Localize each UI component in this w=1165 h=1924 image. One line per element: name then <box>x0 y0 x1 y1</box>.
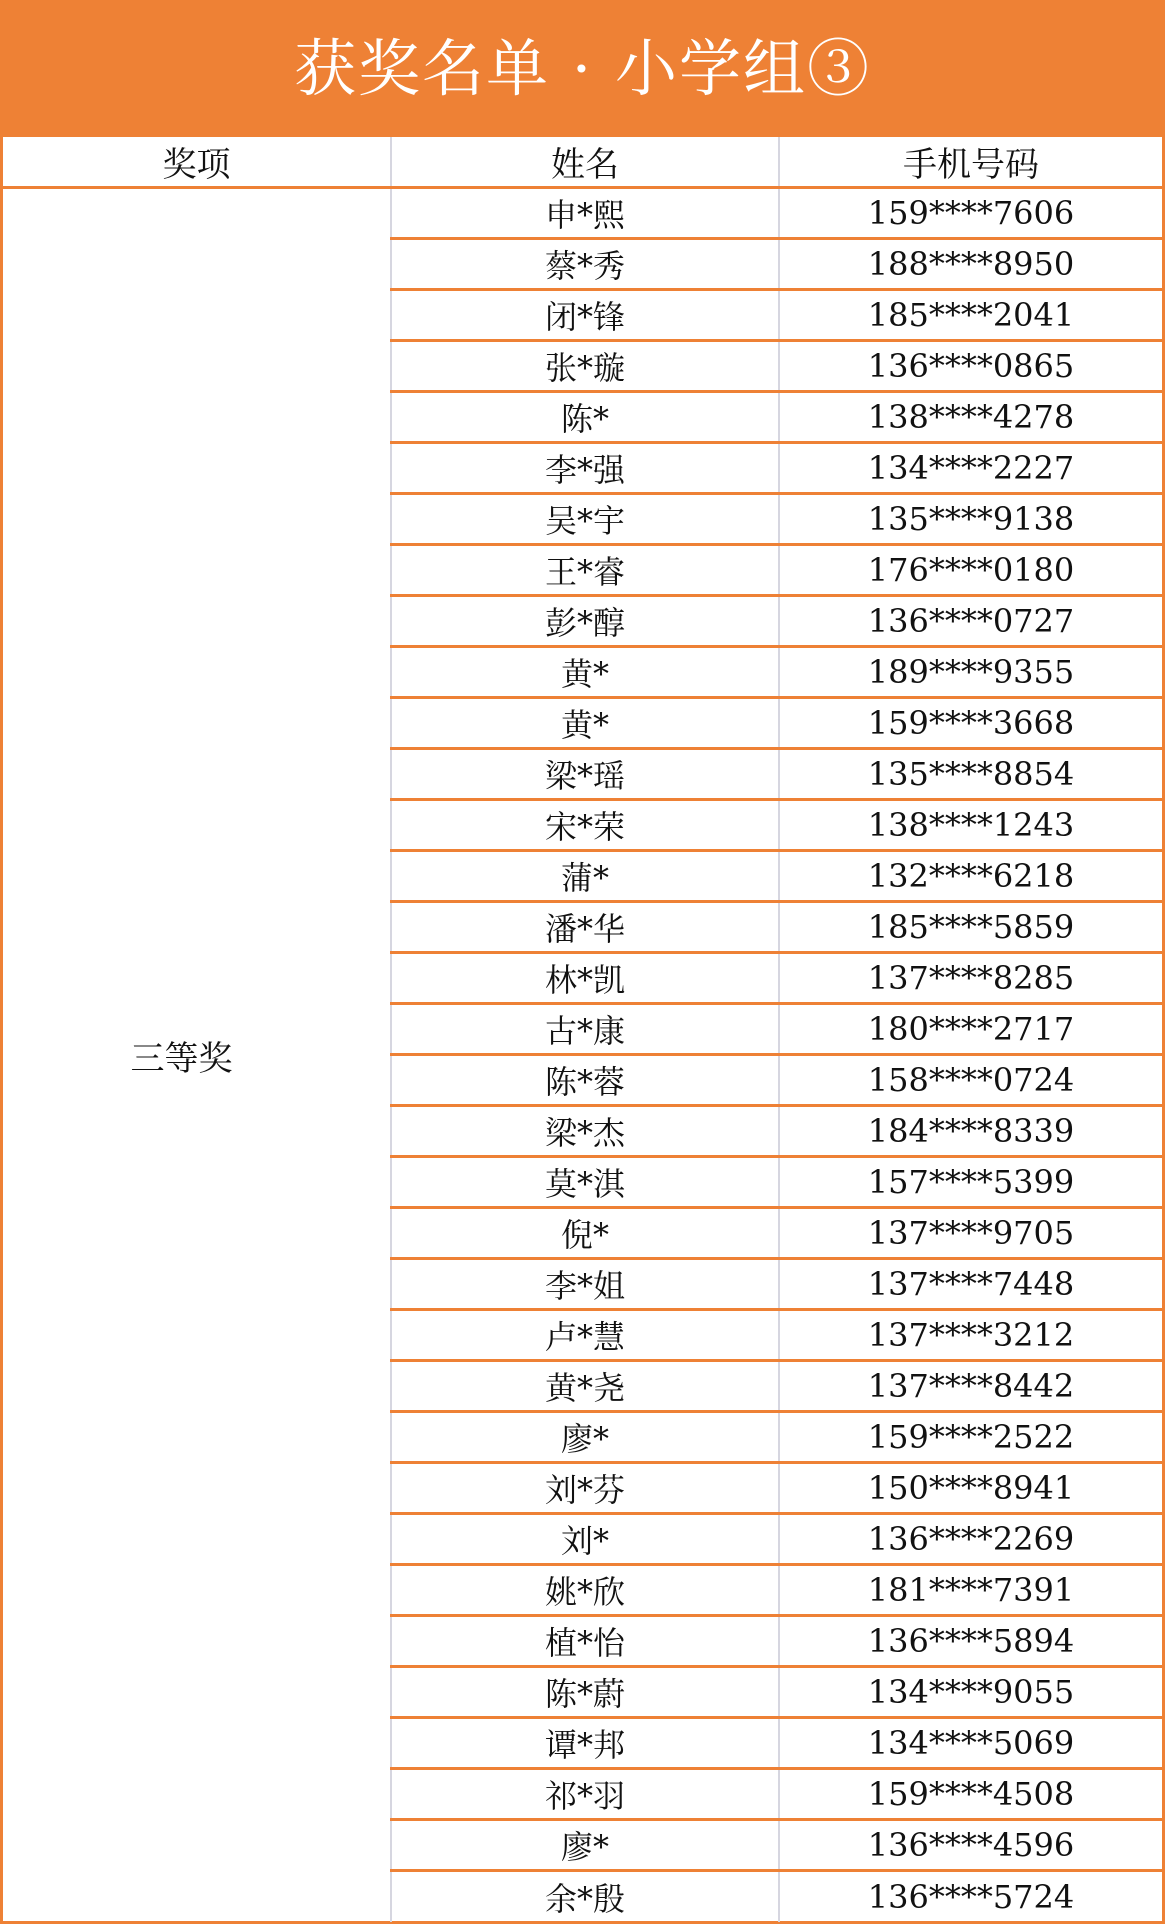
phone-cell: 159****7606 <box>779 188 1162 239</box>
phone-cell: 189****9355 <box>779 647 1162 698</box>
phone-cell: 137****8285 <box>779 953 1162 1004</box>
phone-cell: 181****7391 <box>779 1565 1162 1616</box>
name-cell: 陈*蓉 <box>391 1055 779 1106</box>
name-cell: 谭*邦 <box>391 1718 779 1769</box>
name-cell: 姚*欣 <box>391 1565 779 1616</box>
phone-cell: 132****6218 <box>779 851 1162 902</box>
name-cell: 刘* <box>391 1514 779 1565</box>
name-cell: 彭*醇 <box>391 596 779 647</box>
name-cell: 黄* <box>391 647 779 698</box>
phone-cell: 136****0865 <box>779 341 1162 392</box>
phone-cell: 159****4508 <box>779 1769 1162 1820</box>
name-cell: 宋*荣 <box>391 800 779 851</box>
phone-cell: 137****7448 <box>779 1259 1162 1310</box>
column-header-phone: 手机号码 <box>779 137 1162 188</box>
phone-cell: 135****9138 <box>779 494 1162 545</box>
name-cell: 蒲* <box>391 851 779 902</box>
phone-cell: 185****5859 <box>779 902 1162 953</box>
name-cell: 陈*蔚 <box>391 1667 779 1718</box>
name-cell: 陈* <box>391 392 779 443</box>
name-cell: 李*强 <box>391 443 779 494</box>
phone-cell: 184****8339 <box>779 1106 1162 1157</box>
phone-cell: 180****2717 <box>779 1004 1162 1055</box>
name-cell: 王*睿 <box>391 545 779 596</box>
name-cell: 余*殷 <box>391 1871 779 1922</box>
name-cell: 祁*羽 <box>391 1769 779 1820</box>
phone-cell: 134****5069 <box>779 1718 1162 1769</box>
name-cell: 潘*华 <box>391 902 779 953</box>
phone-cell: 150****8941 <box>779 1463 1162 1514</box>
name-cell: 卢*慧 <box>391 1310 779 1361</box>
phone-cell: 188****8950 <box>779 239 1162 290</box>
phone-cell: 136****5724 <box>867 1877 1075 1916</box>
name-cell: 李*姐 <box>391 1259 779 1310</box>
name-cell: 申*熙 <box>391 188 779 239</box>
phone-cell: 134****2227 <box>779 443 1162 494</box>
phone-cell: 134****9055 <box>779 1667 1162 1718</box>
name-cell: 梁*瑶 <box>391 749 779 800</box>
phone-cell: 137****9705 <box>779 1208 1162 1259</box>
name-cell: 莫*淇 <box>391 1157 779 1208</box>
phone-cell: 136****4596 <box>779 1820 1162 1871</box>
winners-table <box>3 137 1162 1922</box>
name-cell: 闭*锋 <box>391 290 779 341</box>
name-cell: 廖* <box>391 1412 779 1463</box>
phone-cell: 136****0727 <box>779 596 1162 647</box>
name-cell: 廖* <box>391 1820 779 1871</box>
phone-cell: 159****3668 <box>779 698 1162 749</box>
phone-cell: 157****5399 <box>779 1157 1162 1208</box>
phone-cell: 158****0724 <box>779 1055 1162 1106</box>
phone-cell: 137****3212 <box>779 1310 1162 1361</box>
name-cell: 黄* <box>391 698 779 749</box>
phone-cell: 137****8442 <box>779 1361 1162 1412</box>
table-row <box>3 188 1162 239</box>
prize-cell: 三等奖 <box>3 188 391 1922</box>
name-cell: 植*怡 <box>391 1616 779 1667</box>
name-cell: 吴*宇 <box>391 494 779 545</box>
name-cell: 古*康 <box>391 1004 779 1055</box>
name-cell: 张*璇 <box>391 341 779 392</box>
phone-cell: 176****0180 <box>779 545 1162 596</box>
phone-cell: 138****4278 <box>779 392 1162 443</box>
name-cell: 刘*芬 <box>391 1463 779 1514</box>
phone-cell: 159****2522 <box>779 1412 1162 1463</box>
page-title: 获奖名单 · 小学组③ <box>293 31 872 105</box>
phone-cell: 136****2269 <box>779 1514 1162 1565</box>
name-cell: 蔡*秀 <box>391 239 779 290</box>
name-cell: 梁*杰 <box>391 1106 779 1157</box>
column-header-name: 姓名 <box>391 137 779 188</box>
name-cell: 黄*尧 <box>391 1361 779 1412</box>
phone-cell: 138****1243 <box>779 800 1162 851</box>
name-cell: 倪* <box>391 1208 779 1259</box>
column-header-prize: 奖项 <box>3 137 391 188</box>
table-body <box>3 188 1162 1922</box>
phone-cell: 185****2041 <box>779 290 1162 341</box>
table-header-row <box>3 137 1162 188</box>
phone-cell: 136****5894 <box>779 1616 1162 1667</box>
title-banner <box>3 0 1162 137</box>
phone-cell: 135****8854 <box>779 749 1162 800</box>
name-cell: 林*凯 <box>391 953 779 1004</box>
